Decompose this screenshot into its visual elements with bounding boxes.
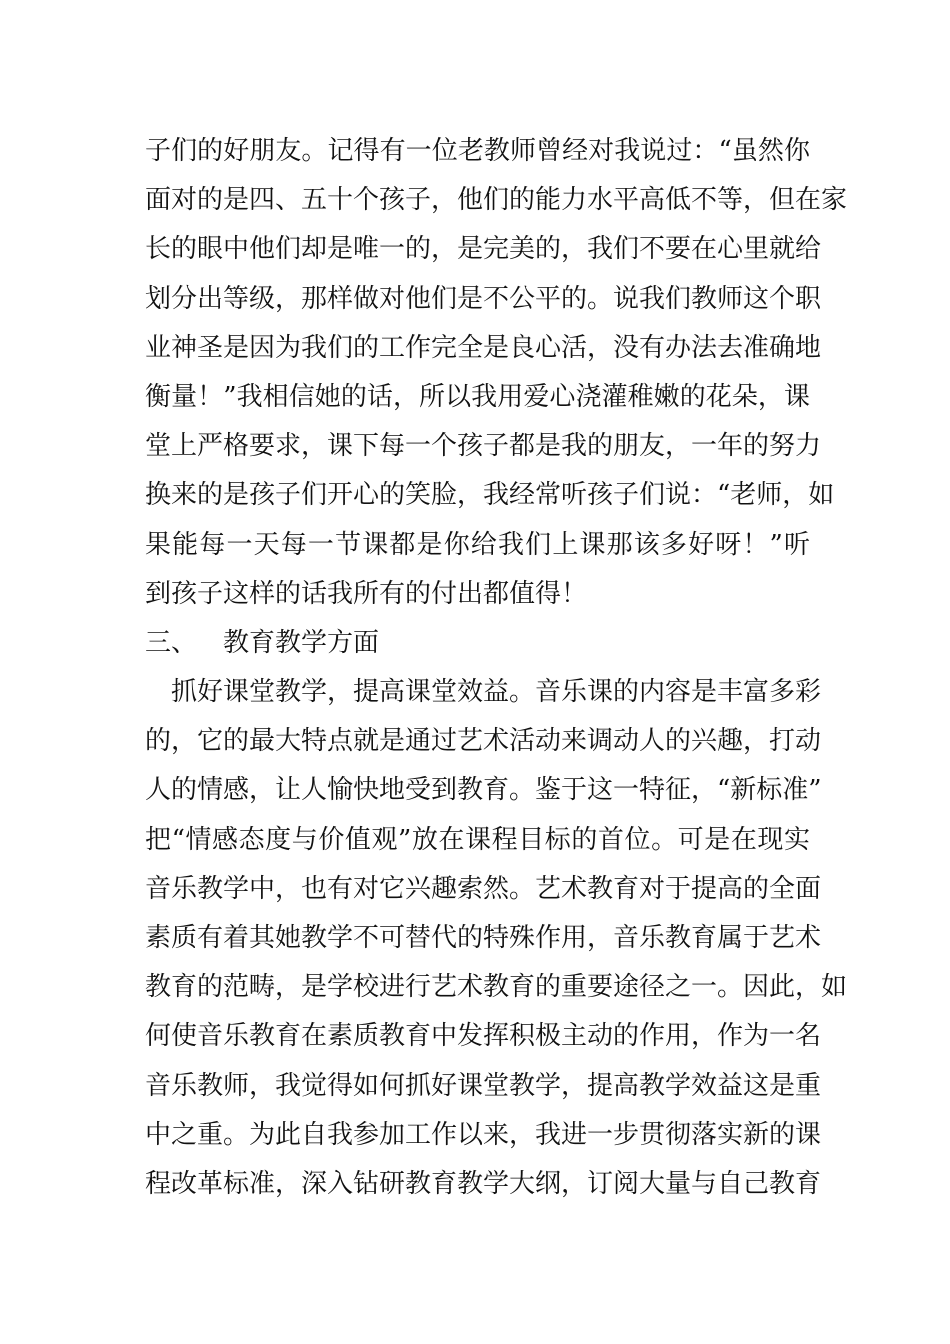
section-heading — [145, 619, 810, 668]
text-line: 面对的是四、五十个孩子，他们的能力水平高低不等，但在家 — [145, 185, 848, 216]
text-line: 堂上严格要求，课下每一个孩子都是我的朋友，一年的努力 — [145, 431, 822, 462]
text-line: 何使音乐教育在素质教育中发挥积极主动的作用，作为一名 — [145, 1021, 822, 1052]
paragraph-classroom-teaching — [145, 668, 848, 1209]
text-line: 抓好课堂教学，提高课堂效益。音乐课的内容是丰富多彩 — [171, 677, 822, 708]
text-line: 到孩子这样的话我所有的付出都值得！ — [145, 578, 588, 609]
text-line: 果能每一天每一节课都是你给我们上课那该多好呀！”听 — [145, 529, 810, 560]
text-line: 把“情感态度与价值观”放在课程目标的首位。可是在现实 — [145, 824, 810, 855]
text-line: 业神圣是因为我们的工作完全是良心活，没有办法去准确地 — [145, 332, 822, 363]
text-line: 教育的范畴，是学校进行艺术教育的重要途径之一。因此，如 — [145, 972, 848, 1003]
paragraph-student-friends — [145, 127, 848, 619]
text-line: 音乐教师，我觉得如何抓好课堂教学，提高教学效益这是重 — [145, 1070, 822, 1101]
text-line: 子们的好朋友。记得有一位老教师曾经对我说过：“虽然你 — [145, 136, 810, 166]
text-line: 衡量！”我相信她的话，所以我用爱心浇灌稚嫩的花朵，课 — [145, 381, 810, 412]
body-text — [145, 127, 848, 1209]
text-line: 的，它的最大特点就是通过艺术活动来调动人的兴趣，打动 — [145, 726, 822, 757]
section-title: 教育教学方面 — [223, 627, 380, 658]
text-line: 人的情感，让人愉快地受到教育。鉴于这一特征，“新标准” — [145, 775, 822, 806]
text-line: 音乐教学中，也有对它兴趣索然。艺术教育对于提高的全面 — [145, 873, 822, 904]
text-line: 长的眼中他们却是唯一的，是完美的，我们不要在心里就给 — [145, 234, 822, 265]
text-line: 中之重。为此自我参加工作以来，我进一步贯彻落实新的课 — [145, 1119, 822, 1150]
section-number: 三、 — [145, 627, 198, 658]
text-line: 换来的是孩子们开心的笑脸，我经常听孩子们说：“老师，如 — [145, 480, 835, 511]
text-line: 素质有着其她教学不可替代的特殊作用，音乐教育属于艺术 — [145, 923, 822, 953]
text-line: 划分出等级，那样做对他们是不公平的。说我们教师这个职 — [145, 283, 822, 314]
text-line: 程改革标准，深入钻研教育教学大纲，订阅大量与自己教育 — [145, 1168, 822, 1199]
